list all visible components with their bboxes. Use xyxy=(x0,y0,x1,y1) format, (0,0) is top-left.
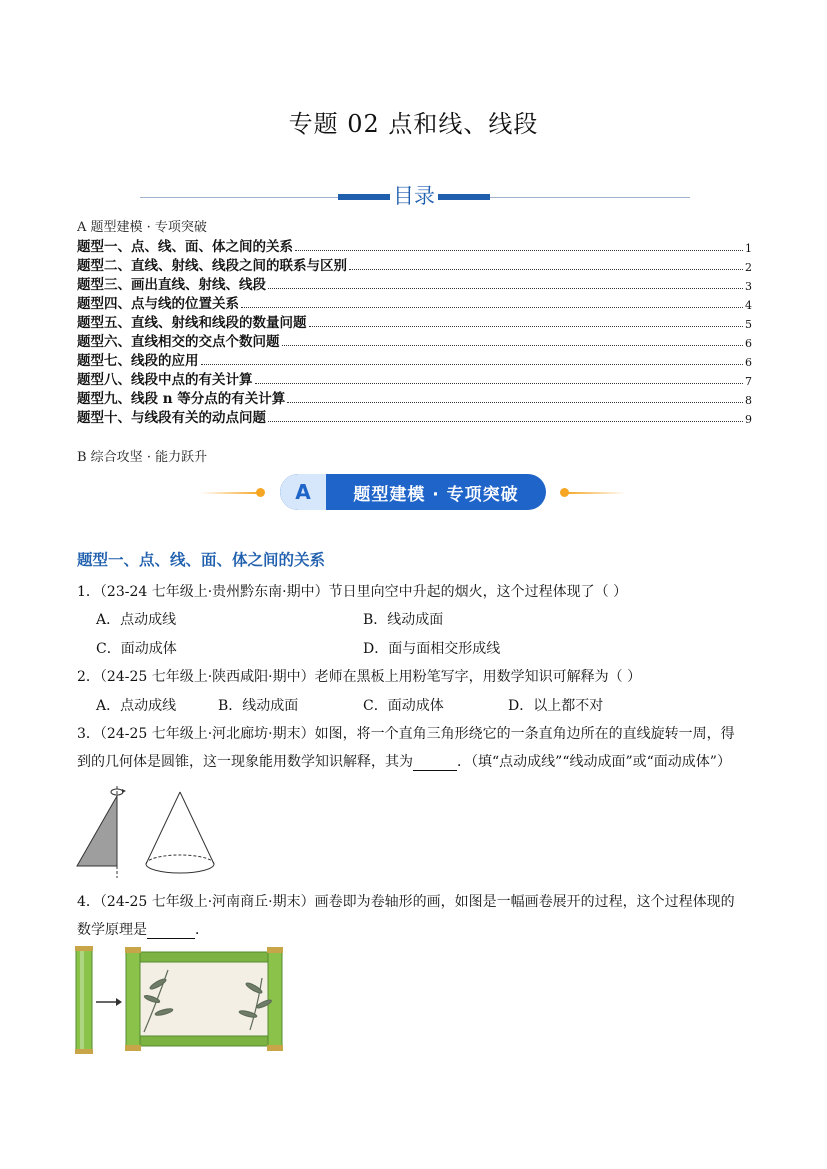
triangle-cone-figure xyxy=(72,780,252,880)
toc-entry[interactable]: 题型四、点与线的位置关系 4 xyxy=(77,296,752,312)
banner-dot-left xyxy=(256,488,265,497)
toc-entry[interactable]: 题型三、画出直线、射线、线段 3 xyxy=(77,277,752,293)
right-triangle xyxy=(77,796,117,866)
question-1-option-b[interactable]: B．线动成面 xyxy=(363,612,444,628)
banner-line-right xyxy=(566,492,626,494)
question-3-stem-line2: 到的几何体是圆锥，这一现象能用数学知识解释，其为 ．（填“点动成线”“线动成面”或“面动成体”） xyxy=(77,754,731,770)
toc-entry[interactable]: 题型七、线段的应用 6 xyxy=(77,353,752,369)
toc-entry[interactable]: 题型五、直线、射线和线段的数量问题 5 xyxy=(77,315,752,331)
right-arrow-icon xyxy=(96,998,122,1006)
toc-heading: 目录 xyxy=(393,184,435,208)
question-2-stem: 2．（24-25 七年级上·陕西咸阳·期中）老师在黑板上用粉笔写字，用数学知识可解释为（ ） xyxy=(77,669,642,685)
question-4-stem-line1: 4．（24-25 七年级上·河南商丘·期末）画卷即为卷轴形的画，如图是一幅画卷展开的过程，这个过程体现的 xyxy=(77,894,735,910)
question-4-stem-line2: 数学原理是 ． xyxy=(77,922,209,938)
toc-part-a-label: A 题型建模 · 专项突破 xyxy=(77,220,207,235)
toc-list xyxy=(77,236,752,426)
question-1-stem: 1．（23-24 七年级上·贵州黔东南·期中）节日里向空中升起的烟火，这个过程体现了（ ） xyxy=(77,584,628,600)
answer-blank[interactable] xyxy=(413,754,457,771)
page-title: 专题 02 点和线、线段 xyxy=(288,110,539,138)
toc-part-b-label: B 综合攻坚 · 能力跃升 xyxy=(77,450,208,465)
question-2-option-c[interactable]: C．面动成体 xyxy=(363,698,444,714)
toc-divider-right xyxy=(490,197,690,198)
question-3-stem-line1: 3．（24-25 七年级上·河北廊坊·期末）如图，将一个直角三角形绕它的一条直角边所在的直线旋转一周，得 xyxy=(77,726,735,742)
question-2-option-d[interactable]: D．以上都不对 xyxy=(508,698,604,714)
toc-bar-right xyxy=(438,194,490,200)
rotation-arrow-icon xyxy=(111,789,126,795)
question-2-option-a[interactable]: A．点动成线 xyxy=(96,698,177,714)
question-1-option-d[interactable]: D．面与面相交形成线 xyxy=(363,641,501,657)
question-2-option-b[interactable]: B．线动成面 xyxy=(218,698,299,714)
toc-entry[interactable]: 题型十、与线段有关的动点问题 9 xyxy=(77,410,752,426)
toc-entry[interactable]: 题型六、直线相交的交点个数问题 6 xyxy=(77,334,752,350)
rolled-scroll xyxy=(75,946,93,1054)
banner-dot-right xyxy=(560,488,569,497)
scroll-unrolling-figure xyxy=(72,944,294,1056)
toc-bar-left xyxy=(338,194,390,200)
section-banner xyxy=(280,474,546,510)
question-1-option-c[interactable]: C．面动成体 xyxy=(96,641,177,657)
toc-entry[interactable]: 题型九、线段 n 等分点的有关计算 8 xyxy=(77,391,752,407)
toc-divider-left xyxy=(140,197,340,198)
toc-entry[interactable]: 题型八、线段中点的有关计算 7 xyxy=(77,372,752,388)
banner-letter: A xyxy=(280,474,326,510)
toc-entry[interactable]: 题型一、点、线、面、体之间的关系 1 xyxy=(77,239,752,255)
cone-shape xyxy=(146,792,214,873)
answer-blank[interactable] xyxy=(147,922,195,939)
toc-entry[interactable]: 题型二、直线、射线、线段之间的联系与区别 2 xyxy=(77,258,752,274)
unrolled-scroll xyxy=(125,947,283,1051)
question-1-option-a[interactable]: A．点动成线 xyxy=(96,612,177,628)
banner-text: 题型建模 · 专项突破 xyxy=(353,484,519,505)
section-heading: 题型一、点、线、面、体之间的关系 xyxy=(77,550,326,569)
banner-line-left xyxy=(200,492,260,494)
